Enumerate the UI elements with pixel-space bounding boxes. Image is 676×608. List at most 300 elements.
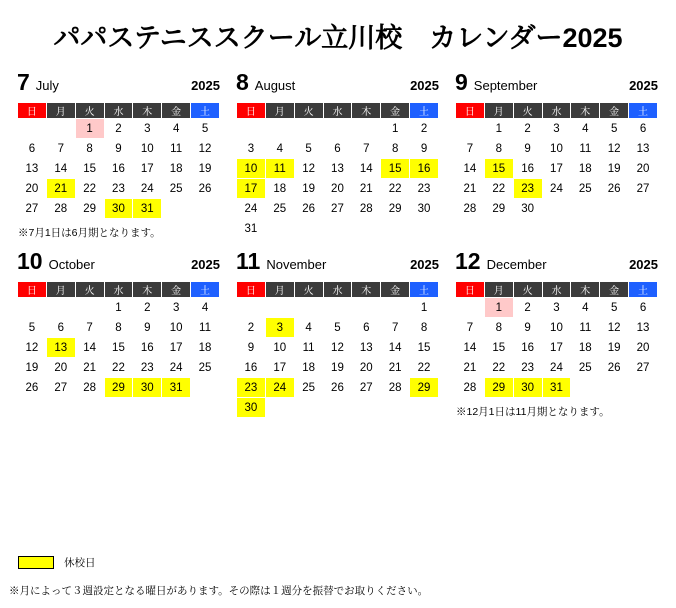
calendar-empty-cell <box>600 199 628 218</box>
calendar-day-cell: 26 <box>25 381 39 394</box>
calendar-empty-cell <box>266 398 294 417</box>
calendar-day-cell: 5 <box>610 301 618 314</box>
calendar-day-cell: 9 <box>115 142 122 155</box>
calendar-day-cell: 1 <box>485 298 513 317</box>
calendar-day-cell: 1 <box>495 122 502 135</box>
calendar-day-cell: 3 <box>144 122 151 135</box>
calendar-empty-cell <box>18 119 46 138</box>
month-block-8 <box>228 61 447 240</box>
calendar-day-cell: 3 <box>553 122 560 135</box>
calendar-day-cell: 6 <box>639 301 647 314</box>
calendar-day-cell: 24 <box>550 361 563 374</box>
calendar-empty-cell <box>295 398 323 417</box>
calendar-day-cell: 7 <box>466 321 474 334</box>
calendar-day-cell: 26 <box>302 202 315 215</box>
calendar-week-row <box>18 318 219 337</box>
calendar-table <box>17 102 220 219</box>
calendar-empty-cell <box>571 199 599 218</box>
calendar-week-row <box>18 199 219 218</box>
month-name: August <box>254 78 296 93</box>
calendar-empty-cell <box>266 119 294 138</box>
calendar-day-cell: 12 <box>331 341 344 354</box>
calendar-day-cell: 5 <box>610 122 618 135</box>
weekday-header-5: 金 <box>162 282 190 297</box>
calendar-day-cell: 13 <box>331 162 344 175</box>
calendar-empty-cell <box>352 398 380 417</box>
calendar-day-cell: 11 <box>579 321 592 334</box>
calendar-day-cell: 21 <box>463 361 477 374</box>
calendar-empty-cell <box>191 378 219 397</box>
weekday-header-5: 金 <box>162 103 190 118</box>
calendar-week-row <box>18 119 219 138</box>
calendar-week-row <box>456 119 657 138</box>
weekday-header-3: 水 <box>543 103 571 118</box>
calendar-day-cell: 29 <box>105 378 133 397</box>
calendar-week-row <box>237 159 438 178</box>
calendar-day-cell: 14 <box>359 162 373 175</box>
calendar-week-row <box>456 179 657 198</box>
month-number: 9 <box>455 69 468 95</box>
month-header <box>236 250 439 274</box>
calendar-week-row <box>18 378 219 397</box>
calendar-week-row <box>456 378 657 397</box>
month-number: 10 <box>17 248 43 274</box>
calendar-week-row <box>18 179 219 198</box>
calendar-day-cell: 27 <box>25 202 39 215</box>
calendar-day-cell: 10 <box>237 159 265 178</box>
calendar-day-cell: 16 <box>521 162 534 175</box>
calendar-day-cell: 26 <box>607 182 621 195</box>
calendar-day-cell: 15 <box>381 159 409 178</box>
calendar-week-row <box>237 119 438 138</box>
month-note: ※12月1日は11月期となります。 <box>456 406 610 418</box>
calendar-day-cell: 5 <box>334 321 341 334</box>
weekday-header-0: 日 <box>237 103 265 118</box>
calendar-day-cell: 23 <box>112 182 125 195</box>
calendar-day-cell: 11 <box>170 142 183 155</box>
month-note: ※7月1日は6月期となります。 <box>18 227 161 239</box>
calendar-day-cell: 6 <box>639 122 647 135</box>
calendar-day-cell: 12 <box>607 142 621 155</box>
calendar-day-cell: 21 <box>47 179 75 198</box>
calendar-week-row <box>456 358 657 377</box>
calendar-week-row <box>237 318 438 337</box>
calendar-empty-cell <box>18 298 46 317</box>
calendar-day-cell: 8 <box>391 142 399 155</box>
calendar-day-cell: 15 <box>112 341 125 354</box>
calendar-empty-cell <box>571 378 599 397</box>
weekday-header-0: 日 <box>18 282 46 297</box>
month-name: November <box>266 257 327 272</box>
calendar-day-cell: 12 <box>607 321 621 334</box>
calendar-day-cell: 24 <box>244 202 258 215</box>
calendar-day-cell: 22 <box>417 361 431 374</box>
calendar-day-cell: 5 <box>28 321 36 334</box>
calendar-day-cell: 9 <box>247 341 255 354</box>
calendar-day-cell: 27 <box>636 182 650 195</box>
legend-label: 休校日 <box>64 557 96 569</box>
weekday-header-row <box>237 282 438 297</box>
weekday-header-0: 日 <box>237 282 265 297</box>
calendar-day-cell: 26 <box>331 381 344 394</box>
weekday-header-6: 土 <box>410 103 438 118</box>
calendar-day-cell: 19 <box>607 162 621 175</box>
calendar-day-cell: 31 <box>543 378 571 397</box>
calendar-day-cell: 19 <box>25 361 39 374</box>
calendar-day-cell: 11 <box>302 341 315 354</box>
calendar-day-cell: 8 <box>420 321 428 334</box>
calendar-day-cell: 23 <box>417 182 431 195</box>
calendar-day-cell: 25 <box>578 361 592 374</box>
weekday-header-row <box>18 103 219 118</box>
calendar-week-row <box>237 378 438 397</box>
weekday-header-3: 水 <box>543 282 571 297</box>
calendar-day-cell: 16 <box>244 361 258 374</box>
calendar-week-row <box>456 139 657 158</box>
calendar-day-cell: 4 <box>201 301 209 314</box>
calendar-day-cell: 2 <box>247 321 255 334</box>
calendar-empty-cell <box>191 199 219 218</box>
calendar-day-cell: 27 <box>54 381 68 394</box>
weekday-header-6: 土 <box>191 103 219 118</box>
calendar-day-cell: 8 <box>495 321 502 334</box>
calendar-day-cell: 24 <box>266 378 294 397</box>
calendar-day-cell: 17 <box>237 179 265 198</box>
calendar-day-cell: 13 <box>47 338 75 357</box>
calendar-day-cell: 27 <box>331 202 344 215</box>
calendar-day-cell: 20 <box>636 341 650 354</box>
calendar-day-cell: 14 <box>388 341 402 354</box>
calendar-week-row <box>456 338 657 357</box>
calendar-day-cell: 2 <box>115 122 122 135</box>
calendar-day-cell: 6 <box>363 321 370 334</box>
weekday-header-2: 火 <box>295 282 323 297</box>
calendar-day-cell: 28 <box>359 202 373 215</box>
calendar-week-row <box>456 159 657 178</box>
month-name: July <box>35 78 59 93</box>
calendar-day-cell: 31 <box>244 222 258 235</box>
weekday-header-1: 月 <box>266 103 294 118</box>
calendar-day-cell: 9 <box>420 142 428 155</box>
calendar-day-cell: 21 <box>359 182 373 195</box>
calendar-day-cell: 3 <box>172 301 180 314</box>
calendar-day-cell: 31 <box>162 378 190 397</box>
month-number: 7 <box>17 69 30 95</box>
weekday-header-6: 土 <box>410 282 438 297</box>
weekday-header-0: 日 <box>456 282 484 297</box>
calendar-day-cell: 29 <box>410 378 438 397</box>
calendar-table <box>236 281 439 418</box>
calendar-empty-cell <box>295 298 323 317</box>
calendar-empty-cell <box>266 219 294 238</box>
calendar-day-cell: 9 <box>524 142 531 155</box>
calendar-empty-cell <box>295 119 323 138</box>
weekday-header-5: 金 <box>381 282 409 297</box>
calendar-day-cell: 3 <box>553 301 560 314</box>
weekday-header-0: 日 <box>456 103 484 118</box>
calendar-day-cell: 7 <box>57 142 64 155</box>
month-header <box>455 71 658 95</box>
weekday-header-1: 月 <box>266 282 294 297</box>
calendar-day-cell: 25 <box>273 202 287 215</box>
weekday-header-2: 火 <box>514 103 542 118</box>
weekday-header-4: 木 <box>133 282 161 297</box>
calendar-empty-cell <box>324 298 352 317</box>
calendar-day-cell: 16 <box>112 162 125 175</box>
calendar-day-cell: 23 <box>237 378 265 397</box>
calendar-day-cell: 7 <box>363 142 370 155</box>
calendar-day-cell: 8 <box>86 142 93 155</box>
calendar-day-cell: 12 <box>25 341 39 354</box>
weekday-header-0: 日 <box>18 103 46 118</box>
page-title: パパステニススクール立川校 カレンダー2025 <box>53 23 623 53</box>
calendar-day-cell: 16 <box>521 341 534 354</box>
calendar-day-cell: 4 <box>582 301 589 314</box>
calendar-day-cell: 17 <box>550 341 563 354</box>
calendar-day-cell: 2 <box>524 122 531 135</box>
month-number: 8 <box>236 69 249 95</box>
calendar-day-cell: 31 <box>133 199 161 218</box>
calendar-day-cell: 13 <box>359 341 373 354</box>
calendar-day-cell: 3 <box>247 142 255 155</box>
calendar-day-cell: 25 <box>578 182 592 195</box>
calendar-day-cell: 20 <box>331 182 344 195</box>
calendar-day-cell: 8 <box>495 142 502 155</box>
calendar-day-cell: 22 <box>112 361 125 374</box>
calendar-day-cell: 7 <box>466 142 474 155</box>
calendar-day-cell: 29 <box>83 202 96 215</box>
calendar-empty-cell <box>324 119 352 138</box>
weekday-header-row <box>456 103 657 118</box>
month-number: 12 <box>455 248 481 274</box>
calendar-week-row <box>456 318 657 337</box>
weekday-header-6: 土 <box>191 282 219 297</box>
calendar-day-cell: 25 <box>169 182 183 195</box>
month-header <box>17 250 220 274</box>
calendar-week-row <box>237 358 438 377</box>
month-year: 2025 <box>410 257 439 272</box>
calendar-day-cell: 18 <box>198 341 212 354</box>
calendar-day-cell: 22 <box>492 361 506 374</box>
calendar-day-cell: 4 <box>305 321 312 334</box>
calendar-day-cell: 28 <box>54 202 68 215</box>
calendar-day-cell: 11 <box>579 142 592 155</box>
calendar-day-cell: 1 <box>420 301 428 314</box>
calendar-day-cell: 20 <box>54 361 68 374</box>
calendar-day-cell: 10 <box>550 142 563 155</box>
calendar-empty-cell <box>381 398 409 417</box>
calendar-day-cell: 6 <box>334 142 341 155</box>
calendar-table <box>17 281 220 398</box>
calendar-day-cell: 1 <box>115 301 122 314</box>
calendar-empty-cell <box>410 398 438 417</box>
weekday-header-4: 木 <box>352 282 380 297</box>
calendar-empty-cell <box>600 378 628 397</box>
calendar-day-cell: 17 <box>550 162 563 175</box>
month-block-10 <box>9 240 228 419</box>
weekday-header-1: 月 <box>485 103 513 118</box>
calendar-empty-cell <box>629 378 657 397</box>
weekday-header-2: 火 <box>76 103 104 118</box>
month-name: December <box>486 257 547 272</box>
calendar-empty-cell <box>456 298 484 317</box>
calendar-empty-cell <box>324 398 352 417</box>
calendar-table <box>455 281 658 398</box>
weekday-header-1: 月 <box>485 282 513 297</box>
calendar-day-cell: 5 <box>305 142 312 155</box>
weekday-header-4: 木 <box>133 103 161 118</box>
calendar-day-cell: 6 <box>28 142 36 155</box>
calendar-day-cell: 2 <box>524 301 531 314</box>
month-year: 2025 <box>629 257 658 272</box>
weekday-header-row <box>456 282 657 297</box>
calendar-day-cell: 18 <box>273 182 287 195</box>
months-grid <box>0 61 676 419</box>
calendar-day-cell: 10 <box>273 341 287 354</box>
month-number: 11 <box>236 248 261 274</box>
month-header <box>236 71 439 95</box>
calendar-day-cell: 23 <box>514 179 542 198</box>
calendar-day-cell: 16 <box>140 341 154 354</box>
calendar-week-row <box>18 358 219 377</box>
calendar-day-cell: 26 <box>198 182 212 195</box>
calendar-day-cell: 11 <box>266 159 294 178</box>
calendar-empty-cell <box>237 119 265 138</box>
calendar-day-cell: 19 <box>302 182 315 195</box>
calendar-empty-cell <box>352 298 380 317</box>
calendar-day-cell: 18 <box>578 341 592 354</box>
calendar-day-cell: 29 <box>388 202 402 215</box>
month-block-12 <box>447 240 666 419</box>
calendar-week-row <box>18 139 219 158</box>
calendar-day-cell: 15 <box>492 341 506 354</box>
weekday-header-3: 水 <box>324 103 352 118</box>
calendar-day-cell: 30 <box>105 199 133 218</box>
calendar-table <box>236 102 439 239</box>
calendar-day-cell: 5 <box>201 122 209 135</box>
weekday-header-1: 月 <box>47 103 75 118</box>
calendar-week-row <box>18 338 219 357</box>
calendar-day-cell: 10 <box>169 321 183 334</box>
calendar-day-cell: 22 <box>388 182 402 195</box>
calendar-day-cell: 20 <box>359 361 373 374</box>
calendar-day-cell: 4 <box>582 122 589 135</box>
weekday-header-4: 木 <box>571 103 599 118</box>
month-block-11 <box>228 240 447 419</box>
month-block-9 <box>447 61 666 240</box>
calendar-day-cell: 9 <box>144 321 151 334</box>
month-year: 2025 <box>629 78 658 93</box>
calendar-day-cell: 25 <box>198 361 212 374</box>
calendar-day-cell: 27 <box>636 361 650 374</box>
calendar-week-row <box>237 219 438 238</box>
calendar-empty-cell <box>47 298 75 317</box>
calendar-empty-cell <box>352 119 380 138</box>
calendar-day-cell: 30 <box>417 202 431 215</box>
calendar-empty-cell <box>543 199 571 218</box>
calendar-day-cell: 15 <box>83 162 96 175</box>
calendar-day-cell: 6 <box>57 321 64 334</box>
calendar-day-cell: 14 <box>463 341 477 354</box>
calendar-day-cell: 24 <box>550 182 563 195</box>
weekday-header-5: 金 <box>600 282 628 297</box>
weekday-header-4: 木 <box>571 282 599 297</box>
month-header <box>455 250 658 274</box>
calendar-day-cell: 17 <box>169 341 183 354</box>
calendar-week-row <box>237 298 438 317</box>
weekday-header-6: 土 <box>629 103 657 118</box>
calendar-day-cell: 17 <box>140 162 154 175</box>
calendar-day-cell: 30 <box>514 378 542 397</box>
calendar-day-cell: 2 <box>144 301 151 314</box>
calendar-empty-cell <box>295 219 323 238</box>
calendar-day-cell: 21 <box>83 361 96 374</box>
weekday-header-3: 水 <box>324 282 352 297</box>
weekday-header-2: 火 <box>295 103 323 118</box>
calendar-day-cell: 14 <box>83 341 96 354</box>
calendar-day-cell: 29 <box>492 202 506 215</box>
calendar-day-cell: 12 <box>198 142 212 155</box>
calendar-day-cell: 4 <box>172 122 180 135</box>
calendar-day-cell: 16 <box>410 159 438 178</box>
calendar-day-cell: 27 <box>359 381 373 394</box>
calendar-day-cell: 7 <box>86 321 93 334</box>
calendar-day-cell: 22 <box>83 182 96 195</box>
calendar-day-cell: 13 <box>636 321 650 334</box>
calendar-day-cell: 19 <box>198 162 212 175</box>
calendar-day-cell: 1 <box>391 122 399 135</box>
calendar-empty-cell <box>162 199 190 218</box>
calendar-day-cell: 2 <box>420 122 428 135</box>
calendar-table <box>455 102 658 219</box>
calendar-day-cell: 4 <box>276 142 283 155</box>
month-year: 2025 <box>410 78 439 93</box>
weekday-header-6: 土 <box>629 282 657 297</box>
calendar-day-cell: 19 <box>331 361 344 374</box>
weekday-header-1: 月 <box>47 282 75 297</box>
month-year: 2025 <box>191 78 220 93</box>
calendar-day-cell: 18 <box>302 361 315 374</box>
calendar-day-cell: 13 <box>25 162 39 175</box>
calendar-week-row <box>237 338 438 357</box>
calendar-day-cell: 24 <box>140 182 154 195</box>
calendar-day-cell: 30 <box>237 398 265 417</box>
calendar-day-cell: 30 <box>133 378 161 397</box>
calendar-empty-cell <box>629 199 657 218</box>
calendar-day-cell: 28 <box>463 381 477 394</box>
legend-swatch-closed-day <box>18 556 54 569</box>
calendar-day-cell: 29 <box>485 378 513 397</box>
calendar-day-cell: 10 <box>550 321 563 334</box>
weekday-header-5: 金 <box>381 103 409 118</box>
calendar-day-cell: 22 <box>492 182 506 195</box>
calendar-day-cell: 25 <box>302 381 315 394</box>
calendar-week-row <box>237 199 438 218</box>
calendar-day-cell: 20 <box>636 162 650 175</box>
calendar-empty-cell <box>381 298 409 317</box>
calendar-day-cell: 17 <box>273 361 287 374</box>
calendar-week-row <box>18 298 219 317</box>
calendar-week-row <box>237 179 438 198</box>
calendar-empty-cell <box>410 219 438 238</box>
calendar-day-cell: 19 <box>607 341 621 354</box>
month-header <box>17 71 220 95</box>
footnote: ※月によって３週設定となる曜日があります。その際は１週分を振替でお取りください。 <box>9 585 429 597</box>
calendar-day-cell: 28 <box>83 381 96 394</box>
calendar-week-row <box>237 139 438 158</box>
calendar-empty-cell <box>324 219 352 238</box>
legend <box>18 555 96 570</box>
